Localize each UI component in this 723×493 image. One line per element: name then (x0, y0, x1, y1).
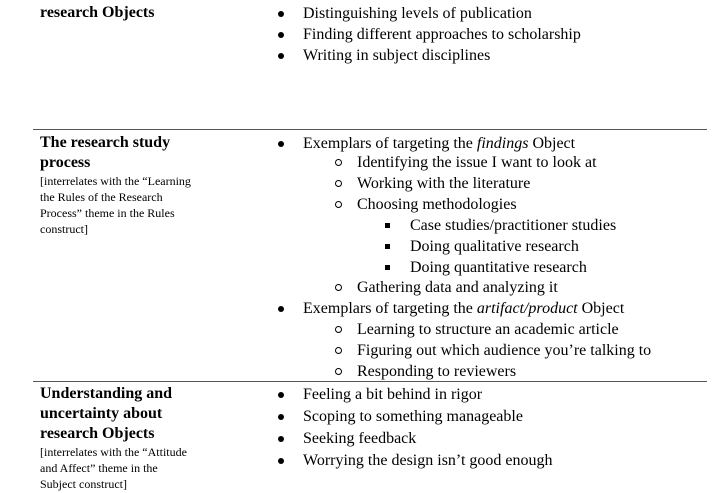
list-item: Finding different approaches to scholarship (303, 26, 581, 43)
exemplar-prefix: Exemplars of targeting the (303, 300, 477, 317)
list-item: Feeling a bit behind in rigor (303, 386, 483, 403)
list-item: Case studies/practitioner studies (410, 217, 617, 234)
list-item: Identifying the issue I want to look at (357, 154, 597, 171)
list-item-exemplar-artifact (303, 299, 624, 320)
list-item: Doing qualitative research (410, 238, 579, 255)
square-bullet-icon (385, 265, 390, 270)
bullet-icon (278, 414, 284, 420)
list-item: Responding to reviewers (357, 363, 517, 380)
row3-note-line: [interrelates with the “Attitude (40, 445, 187, 459)
row2-note-line: construct] (40, 222, 88, 236)
open-circle-bullet-icon (335, 201, 342, 208)
bullet-icon (278, 306, 284, 312)
row3-heading-line: research Objects (40, 425, 155, 442)
bullet-icon (278, 11, 284, 17)
square-bullet-icon (385, 244, 390, 249)
bullet-icon (278, 436, 284, 442)
list-item: Worrying the design isn’t good enough (303, 452, 553, 469)
list-item: Scoping to something manageable (303, 408, 523, 425)
open-circle-bullet-icon (335, 326, 342, 333)
list-item: Figuring out which audience you’re talking to (357, 342, 652, 359)
list-item-exemplar-findings (303, 134, 575, 155)
row2-heading-line: process (40, 154, 91, 171)
square-bullet-icon (385, 223, 390, 228)
open-circle-bullet-icon (335, 284, 342, 291)
exemplar-suffix: Object (528, 135, 576, 152)
row1-heading-tail: research Objects (40, 4, 155, 21)
row3-note-line: and Affect” theme in the (40, 461, 158, 475)
exemplar-suffix: Object (577, 300, 625, 317)
exemplar-emphasis: artifact/product (476, 300, 578, 317)
row2-heading-line: The research study (40, 134, 171, 151)
table-row-divider (33, 381, 707, 382)
list-item: Distinguishing levels of publication (303, 5, 532, 22)
open-circle-bullet-icon (335, 347, 342, 354)
row3-heading-line: Understanding and (40, 385, 173, 402)
row3-heading-line: uncertainty about (40, 405, 163, 422)
list-item: Doing quantitative research (410, 259, 587, 276)
bullet-icon (278, 392, 284, 398)
list-item: Seeking feedback (303, 430, 417, 447)
list-item: Choosing methodologies (357, 196, 517, 213)
list-item: Working with the literature (357, 175, 531, 192)
row3-note-line: Subject construct] (40, 477, 127, 491)
bullet-icon (278, 141, 284, 147)
list-item: Writing in subject disciplines (303, 47, 491, 64)
list-item: Learning to structure an academic article (357, 321, 619, 338)
bullet-icon (278, 32, 284, 38)
row2-note-line: the Rules of the Research (40, 190, 163, 204)
bullet-icon (278, 458, 284, 464)
open-circle-bullet-icon (335, 180, 342, 187)
exemplar-emphasis: findings (476, 135, 529, 152)
table-row-divider (33, 129, 707, 130)
list-item: Gathering data and analyzing it (357, 279, 558, 296)
row2-note-line: Process” theme in the Rules (40, 206, 175, 220)
exemplar-prefix: Exemplars of targeting the (303, 135, 477, 152)
row2-note-line: [interrelates with the “Learning (40, 174, 191, 188)
open-circle-bullet-icon (335, 159, 342, 166)
open-circle-bullet-icon (335, 368, 342, 375)
bullet-icon (278, 53, 284, 59)
